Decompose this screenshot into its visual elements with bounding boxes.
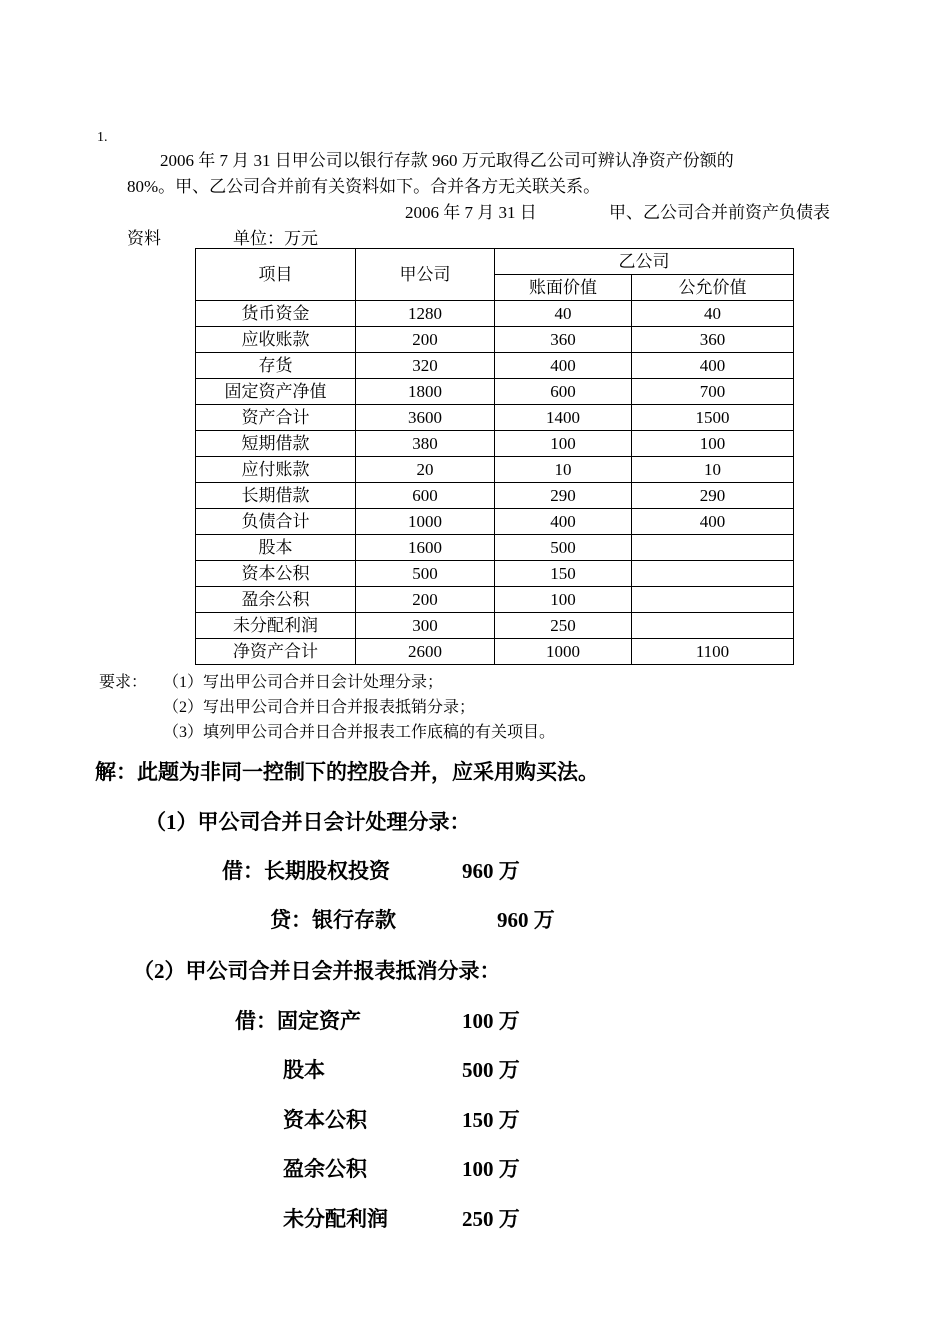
row-item-cell: 应收账款 <box>196 327 356 353</box>
row-jia-cell: 1600 <box>356 535 495 561</box>
row-item-cell: 净资产合计 <box>196 639 356 665</box>
requirement-1: （1）写出甲公司合并日会计处理分录； <box>163 674 444 691</box>
row-jia-cell: 1280 <box>356 301 495 327</box>
part1-credit-amount: 960 万 <box>497 908 555 932</box>
header-book-value: 账面价值 <box>495 275 632 301</box>
table-row <box>196 587 794 613</box>
table-row <box>196 379 794 405</box>
row-item-cell: 长期借款 <box>196 483 356 509</box>
row-item-cell: 股本 <box>196 535 356 561</box>
row-item-cell: 资本公积 <box>196 561 356 587</box>
row-fair-value-cell: 360 <box>632 327 794 353</box>
row-item-cell: 存货 <box>196 353 356 379</box>
part1-debit-label: 借：长期股权投资 <box>222 859 390 883</box>
row-book-value-cell: 250 <box>495 613 632 639</box>
row-fair-value-cell <box>632 587 794 613</box>
row-jia-cell: 200 <box>356 327 495 353</box>
row-fair-value-cell <box>632 561 794 587</box>
balance-sheet-table <box>195 248 794 665</box>
intro-line-1: 2006 年 7 月 31 日甲公司以银行存款 960 万元取得乙公司可辨认净资产份额的 <box>160 151 734 170</box>
table-row <box>196 535 794 561</box>
solution-part2-title: （2）甲公司合并日会并报表抵消分录： <box>133 959 501 983</box>
row-book-value-cell: 500 <box>495 535 632 561</box>
row-fair-value-cell: 100 <box>632 431 794 457</box>
row-fair-value-cell: 400 <box>632 509 794 535</box>
row-item-cell: 短期借款 <box>196 431 356 457</box>
row-book-value-cell: 40 <box>495 301 632 327</box>
row-fair-value-cell: 290 <box>632 483 794 509</box>
row-book-value-cell: 1000 <box>495 639 632 665</box>
row-item-cell: 资产合计 <box>196 405 356 431</box>
table-caption-unit: 单位：万元 <box>233 229 318 248</box>
header-jia: 甲公司 <box>356 249 495 301</box>
row-fair-value-cell: 40 <box>632 301 794 327</box>
row-book-value-cell: 100 <box>495 587 632 613</box>
part2-debit-amount: 100 万 <box>462 1009 520 1033</box>
row-jia-cell: 1800 <box>356 379 495 405</box>
row-jia-cell: 500 <box>356 561 495 587</box>
row-fair-value-cell: 10 <box>632 457 794 483</box>
part2-line-amount: 250 万 <box>462 1207 520 1231</box>
header-item: 项目 <box>196 249 356 301</box>
row-fair-value-cell <box>632 613 794 639</box>
table-row <box>196 327 794 353</box>
row-book-value-cell: 360 <box>495 327 632 353</box>
part2-line-label: 股本 <box>283 1058 325 1082</box>
part1-credit-label: 贷：银行存款 <box>270 908 396 932</box>
row-item-cell: 负债合计 <box>196 509 356 535</box>
row-jia-cell: 20 <box>356 457 495 483</box>
row-jia-cell: 200 <box>356 587 495 613</box>
problem-number: 1. <box>97 130 108 145</box>
part2-line-label: 资本公积 <box>283 1108 367 1132</box>
table-row <box>196 613 794 639</box>
table-row <box>196 639 794 665</box>
row-item-cell: 未分配利润 <box>196 613 356 639</box>
row-item-cell: 货币资金 <box>196 301 356 327</box>
part2-line-amount: 150 万 <box>462 1108 520 1132</box>
row-fair-value-cell <box>632 535 794 561</box>
table-caption-title: 甲、乙公司合并前资产负债表 <box>609 203 830 222</box>
row-book-value-cell: 400 <box>495 509 632 535</box>
row-book-value-cell: 400 <box>495 353 632 379</box>
row-jia-cell: 1000 <box>356 509 495 535</box>
row-jia-cell: 600 <box>356 483 495 509</box>
row-item-cell: 固定资产净值 <box>196 379 356 405</box>
table-row <box>196 353 794 379</box>
row-book-value-cell: 150 <box>495 561 632 587</box>
solution-intro: 解：此题为非同一控制下的控股合并，应采用购买法。 <box>95 760 599 784</box>
row-fair-value-cell: 1500 <box>632 405 794 431</box>
row-book-value-cell: 10 <box>495 457 632 483</box>
table-row <box>196 431 794 457</box>
row-book-value-cell: 290 <box>495 483 632 509</box>
row-fair-value-cell: 700 <box>632 379 794 405</box>
part2-debit-label: 借：固定资产 <box>235 1009 361 1033</box>
row-book-value-cell: 100 <box>495 431 632 457</box>
part2-line-amount: 500 万 <box>462 1058 520 1082</box>
table-row <box>196 457 794 483</box>
row-jia-cell: 320 <box>356 353 495 379</box>
requirements-label: 要求： <box>99 674 148 691</box>
table-row <box>196 509 794 535</box>
row-book-value-cell: 1400 <box>495 405 632 431</box>
part1-debit-amount: 960 万 <box>462 859 520 883</box>
row-item-cell: 应付账款 <box>196 457 356 483</box>
part2-line-label: 未分配利润 <box>283 1207 388 1231</box>
header-yi: 乙公司 <box>495 249 794 275</box>
table-row <box>196 405 794 431</box>
table-caption-ziliao: 资料 <box>127 229 161 248</box>
row-jia-cell: 300 <box>356 613 495 639</box>
table-row <box>196 561 794 587</box>
table-row <box>196 483 794 509</box>
part2-line-label: 盈余公积 <box>283 1157 367 1181</box>
row-fair-value-cell: 1100 <box>632 639 794 665</box>
row-item-cell: 盈余公积 <box>196 587 356 613</box>
row-fair-value-cell: 400 <box>632 353 794 379</box>
row-jia-cell: 380 <box>356 431 495 457</box>
row-jia-cell: 3600 <box>356 405 495 431</box>
requirement-3: （3）填列甲公司合并日合并报表工作底稿的有关项目。 <box>163 724 556 741</box>
part2-line-amount: 100 万 <box>462 1157 520 1181</box>
row-book-value-cell: 600 <box>495 379 632 405</box>
header-fair-value: 公允价值 <box>632 275 794 301</box>
table-row <box>196 301 794 327</box>
table-caption-date: 2006 年 7 月 31 日 <box>405 203 537 222</box>
solution-part1-title: （1）甲公司合并日会计处理分录： <box>145 810 471 834</box>
intro-line-2: 80%。甲、乙公司合并前有关资料如下。合并各方无关联关系。 <box>127 177 601 196</box>
row-jia-cell: 2600 <box>356 639 495 665</box>
requirement-2: （2）写出甲公司合并日合并报表抵销分录； <box>163 699 476 716</box>
